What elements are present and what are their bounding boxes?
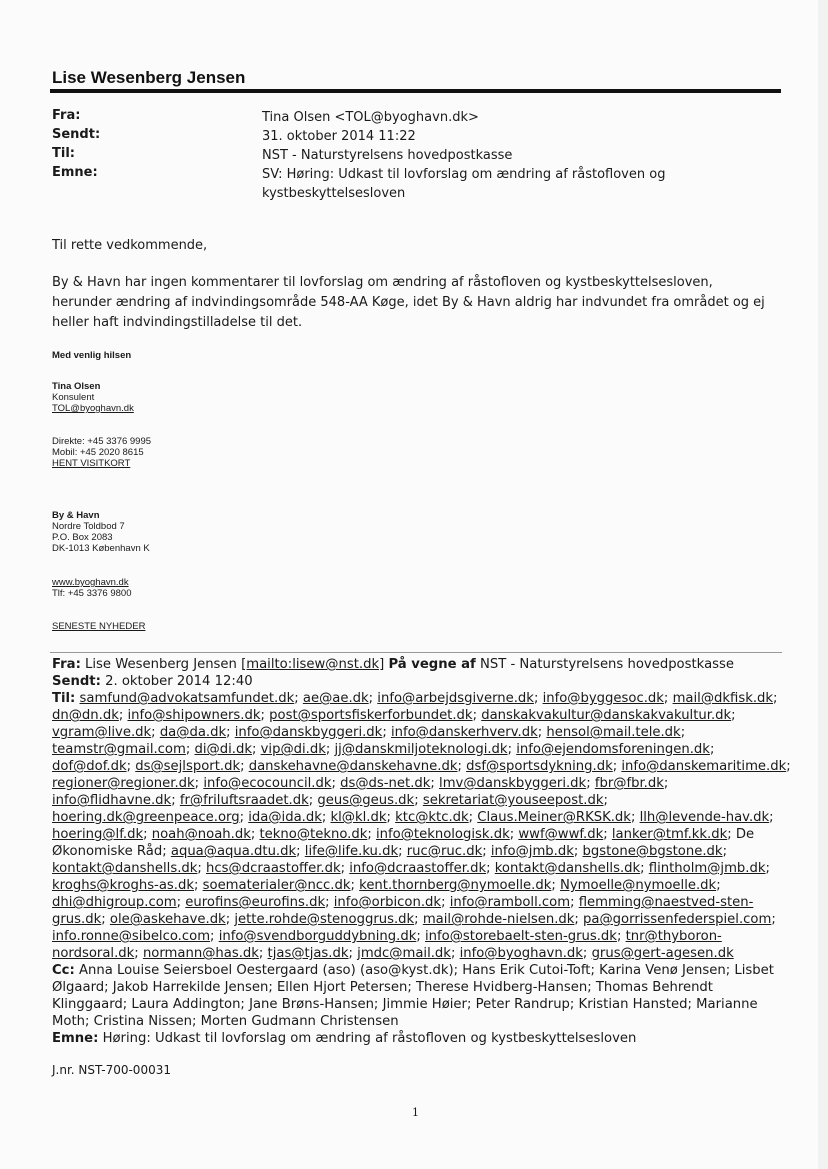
page-title: Lise Wesenberg Jensen: [52, 68, 246, 87]
scan-edge: [818, 0, 828, 1169]
forward-from-mailto[interactable]: [mailto:lisew@nst.dk]: [241, 657, 385, 672]
forward-from-label: Fra:: [52, 657, 81, 672]
recipient-item[interactable]: info@teknologisk.dk: [376, 827, 510, 842]
recipient-item[interactable]: life@life.ku.dk: [304, 844, 399, 859]
forward-cc-label: Cc:: [52, 963, 75, 978]
recipient-item[interactable]: ds@sejlsport.dk: [135, 759, 241, 774]
recipient-item[interactable]: bgstone@bgstone.dk: [582, 844, 723, 859]
recipient-item[interactable]: info@dcraastoffer.dk: [349, 861, 487, 876]
recipient-item[interactable]: aqua@aqua.dtu.dk: [170, 844, 297, 859]
sent-label: Sendt:: [52, 127, 101, 142]
recipient-item: De Økonomiske Råd: [52, 827, 755, 859]
recipient-item[interactable]: kontakt@danshells.dk: [52, 861, 198, 876]
recipient-item[interactable]: dsf@sportsdykning.dk: [466, 759, 613, 774]
recipient-item[interactable]: info@shipowners.dk: [127, 708, 261, 723]
signature-email-link[interactable]: TOL@byoghavn.dk: [52, 403, 134, 414]
recipient-item[interactable]: kroghs@kroghs-as.dk: [52, 878, 194, 893]
recipient-item[interactable]: info@danskemaritime.dk: [621, 759, 787, 774]
recipient-item[interactable]: info@ejendomsforeningen.dk: [516, 742, 710, 757]
recipient-item[interactable]: hoering.dk@greenpeace.org: [52, 810, 240, 825]
on-behalf-label: På vegne af: [388, 657, 476, 672]
signature-phones: [52, 436, 151, 469]
recipient-item[interactable]: eurofins@eurofins.dk: [185, 895, 326, 910]
to-label: Til:: [52, 146, 75, 161]
recipient-item[interactable]: jmdc@mail.dk: [357, 946, 451, 961]
recipient-item[interactable]: kent.thornberg@nymoelle.dk: [359, 878, 552, 893]
recipient-item[interactable]: info@byoghavn.dk: [459, 946, 583, 961]
subject-value: SV: Høring: Udkast til lovforslag om ændring af råstofloven og kystbeskyttelsesloven: [262, 167, 666, 201]
company-name: By & Havn: [52, 510, 100, 521]
greeting: Til rette vedkommende,: [52, 238, 208, 253]
recipient-item[interactable]: ae@ae.dk: [302, 691, 369, 706]
recipient-item[interactable]: ruc@ruc.dk: [406, 844, 483, 859]
forward-divider: [50, 652, 782, 653]
recipient-item[interactable]: flintholm@jmb.dk: [648, 861, 766, 876]
recipient-item[interactable]: hcs@dcraastoffer.dk: [206, 861, 341, 876]
recipient-item[interactable]: lanker@tmf.kk.dk: [611, 827, 728, 842]
sent-value: 31. oktober 2014 11:22: [262, 129, 416, 144]
vcard-link[interactable]: HENT VISITKORT: [52, 458, 131, 469]
recipient-item[interactable]: info@arbejdsgiverne.dk: [377, 691, 534, 706]
recipient-item[interactable]: post@sportsfiskerforbundet.dk: [269, 708, 473, 723]
recipient-item[interactable]: danskehavne@danskehavne.dk: [248, 759, 458, 774]
recipient-item[interactable]: flemming@naestved-sten-grus.dk: [52, 895, 754, 927]
on-behalf-value: NST - Naturstyrelsens hovedpostkasse: [479, 657, 735, 672]
forward-to-block: [52, 690, 792, 962]
forward-from-line: [52, 656, 792, 673]
recipient-item[interactable]: tjas@tjas.dk: [267, 946, 349, 961]
recipient-item[interactable]: dhi@dhigroup.com: [52, 895, 177, 910]
forward-subject-line: [52, 1030, 792, 1047]
recipient-item[interactable]: kontakt@danshells.dk: [494, 861, 641, 876]
recipient-item[interactable]: dof@dof.dk: [52, 759, 127, 774]
recipient-item[interactable]: teamstr@gmail.com: [52, 742, 186, 757]
signature-closing: Med venlig hilsen: [52, 350, 132, 361]
recipient-item[interactable]: ktc@ktc.dk: [395, 810, 469, 825]
title-rule: [50, 89, 781, 93]
recipient-item[interactable]: normann@has.dk: [142, 946, 259, 961]
journal-number: J.nr. NST-700-00031: [52, 1063, 171, 1077]
recipient-item[interactable]: llh@levende-hav.dk: [639, 810, 770, 825]
recipient-item[interactable]: jj@danskmiljoteknologi.dk: [334, 742, 508, 757]
signature-contact: [52, 381, 134, 414]
recipient-item[interactable]: tnr@thyboron-nordsoral.dk: [52, 929, 722, 961]
recipient-item[interactable]: noah@noah.dk: [151, 827, 251, 842]
recipient-item[interactable]: ida@ida.dk: [248, 810, 322, 825]
recipient-item[interactable]: ds@ds-net.dk: [340, 776, 431, 791]
recipient-item[interactable]: tekno@tekno.dk: [259, 827, 368, 842]
recipient-item[interactable]: Nymoelle@nymoelle.dk: [560, 878, 717, 893]
recipient-item[interactable]: fr@friluftsraadet.dk: [179, 793, 309, 808]
recipient-item[interactable]: regioner@regioner.dk: [52, 776, 195, 791]
recipient-item[interactable]: vip@di.dk: [260, 742, 326, 757]
recipient-item[interactable]: info@svendborguddybning.dk: [218, 929, 417, 944]
recipient-item[interactable]: hensol@mail.tele.dk: [546, 725, 681, 740]
address-city: DK-1013 København K: [52, 543, 150, 554]
recipient-item[interactable]: info@danskerhverv.dk: [390, 725, 538, 740]
from-value: Tina Olsen <TOL@byoghavn.dk>: [262, 110, 479, 125]
recipient-item[interactable]: mail@rohde-nielsen.dk: [422, 912, 575, 927]
recipient-item[interactable]: da@da.dk: [159, 725, 227, 740]
recipient-item[interactable]: kl@kl.dk: [330, 810, 387, 825]
forward-cc-value: Anna Louise Seiersboel Oestergaard (aso) (aso@kyst.dk); Hans Erik Cutoi-Toft; Karina Venø Jensen; Lisbet Ølgaard; Jakob Harrekilde Jensen; Ellen Hjort Petersen; Therese Hvidberg-Hansen; Thomas Behrendt Klinggaard; Laura Addington; Jane Brøns-Hansen; Jimmie Høier; Peter Randrup; Kristian Hansted; Marianne Moth; Cristina Nissen; Morten Gudmann Christensen: [52, 963, 774, 1029]
recipient-item[interactable]: soematerialer@ncc.dk: [202, 878, 351, 893]
company-phone: Tlf: +45 3376 9800: [52, 588, 132, 599]
forward-cc-block: [52, 962, 792, 1030]
website-link[interactable]: www.byoghavn.dk: [52, 577, 129, 588]
recipient-item[interactable]: info@byggesoc.dk: [542, 691, 664, 706]
address-box: P.O. Box 2083: [52, 532, 113, 543]
address-street: Nordre Toldbod 7: [52, 521, 125, 532]
signature-address: [52, 510, 150, 554]
subject-label: Emne:: [52, 165, 98, 180]
recipient-item[interactable]: vgram@live.dk: [52, 725, 152, 740]
signature-web: [52, 577, 132, 599]
recipient-item[interactable]: info@ecocouncil.dk: [203, 776, 332, 791]
recipient-item[interactable]: danskakvakultur@danskakvakultur.dk: [481, 708, 732, 723]
recipient-item[interactable]: info@danskbyggeri.dk: [234, 725, 383, 740]
recipient-item[interactable]: info@flidhavne.dk: [52, 793, 172, 808]
forwarded-message: [52, 656, 792, 1047]
forward-to-label: Til:: [52, 691, 76, 706]
forward-subject-label: Emne:: [52, 1031, 99, 1046]
recipient-item[interactable]: ole@askehave.dk: [109, 912, 226, 927]
recipient-item[interactable]: fbr@fbr.dk: [594, 776, 664, 791]
forward-sent-label: Sendt:: [52, 674, 101, 689]
recipient-item[interactable]: info@ramboll.com: [449, 895, 571, 910]
signature-name: Tina Olsen: [52, 381, 101, 392]
signature-role: Konsulent: [52, 392, 95, 403]
to-value: NST - Naturstyrelsens hovedpostkasse: [262, 148, 513, 163]
from-label: Fra:: [52, 108, 81, 123]
recipient-item[interactable]: hoering@lf.dk: [52, 827, 144, 842]
recipient-item[interactable]: geus@geus.dk: [317, 793, 415, 808]
recipient-item[interactable]: pa@gorrissenfederspiel.com: [583, 912, 772, 927]
forward-sent-value: 2. oktober 2014 12:40: [105, 674, 253, 689]
recipient-item[interactable]: info.ronne@sibelco.com: [52, 929, 211, 944]
signature-mobile: Mobil: +45 2020 8615: [52, 447, 144, 458]
recipient-item[interactable]: samfund@advokatsamfundet.dk: [79, 691, 295, 706]
page-number: 1: [412, 1106, 419, 1119]
recipient-list: samfund@advokatsamfundet.dk; ae@ae.dk; info@arbejdsgiverne.dk; info@byggesoc.dk; mail@dkfisk.dk; dn@dn.dk; info@shipowners.dk; post@sportsfiskerforbundet.dk; danskakvakultur@danskakvakultur.dk; vgram@live.dk; da@da.dk; info@danskbyggeri.dk; info@danskerhverv.dk; hensol@mail.tele.dk; teamstr@gmail.com; di@di.dk; vip@di.dk; jj@danskmiljoteknologi.dk; info@ejendomsforeningen.dk; dof@dof.dk; ds@sejlsport.dk; danskehavne@danskehavne.dk; dsf@sportsdykning.dk; info@danskemaritime.dk; regioner@regioner.dk; info@ecocouncil.dk; ds@ds-net.dk; lmv@danskbyggeri.dk; fbr@fbr.dk; info@flidhavne.dk; fr@friluftsraadet.dk; geus@geus.dk; sekretariat@youseepost.dk; hoering.dk@greenpeace.org; ida@ida.dk; kl@kl.dk; ktc@ktc.dk; Claus.Meiner@RKSK.dk; llh@levende-hav.dk; hoering@lf.dk; noah@noah.dk; tekno@tekno.dk; info@teknologisk.dk; wwf@wwf.dk; lanker@tmf.kk.dk; De Økonomiske Råd; aqua@aqua.dtu.dk; life@life.ku.dk; ruc@ruc.dk; info@jmb.dk; bgstone@bgstone.dk; kontakt@danshells.dk; hcs@dcraastoffer.dk; info@dcraastoffer.dk; kontakt@danshells.dk; flintholm@jmb.dk; kroghs@kroghs-as.dk; soematerialer@ncc.dk; kent.thornberg@nymoelle.dk; Nymoelle@nymoelle.dk; dhi@dhigroup.com; eurofins@eurofins.dk; info@orbicon.dk; info@ramboll.com; flemming@naestved-sten-grus.dk; ole@askehave.dk; jette.rohde@stenoggrus.dk; mail@rohde-nielsen.dk; pa@gorrissenfederspiel.com; info.ronne@sibelco.com; info@svendborguddybning.dk; info@storebaelt-sten-grus.dk; tnr@thyboron-nordsoral.dk; normann@has.dk; tjas@tjas.dk; jmdc@mail.dk; info@byoghavn.dk; grus@gert-agesen.dk: [52, 691, 791, 961]
recipient-item[interactable]: di@di.dk: [194, 742, 252, 757]
recipient-item[interactable]: jette.rohde@stenoggrus.dk: [234, 912, 415, 927]
recipient-item[interactable]: info@orbicon.dk: [333, 895, 442, 910]
recipient-item[interactable]: dn@dn.dk: [52, 708, 119, 723]
recipient-item[interactable]: grus@gert-agesen.dk: [591, 946, 734, 961]
recipient-item[interactable]: sekretariat@youseepost.dk: [422, 793, 604, 808]
recipient-item[interactable]: Claus.Meiner@RKSK.dk: [477, 810, 631, 825]
forward-sent-line: [52, 673, 792, 690]
recipient-item[interactable]: lmv@danskbyggeri.dk: [439, 776, 587, 791]
message-paragraph: By & Havn har ingen kommentarer til lovforslag om ændring af råstofloven og kystbeskyttelsesloven, herunder ændring af indvindingsområde 548-AA Køge, idet By & Havn aldrig har indvundet fra området og ej heller haft indvindingstilladelse til det.: [52, 275, 765, 330]
signature-direct: Direkte: +45 3376 9995: [52, 436, 152, 447]
news-link[interactable]: SENESTE NYHEDER: [52, 621, 146, 632]
forward-from-name: Lise Wesenberg Jensen: [85, 657, 237, 672]
recipient-item[interactable]: wwf@wwf.dk: [518, 827, 604, 842]
signature-news: [52, 621, 145, 632]
recipient-item[interactable]: info@storebaelt-sten-grus.dk: [425, 929, 617, 944]
recipient-item[interactable]: mail@dkfisk.dk: [672, 691, 774, 706]
recipient-item[interactable]: info@jmb.dk: [490, 844, 574, 859]
forward-subject-value: Høring: Udkast til lovforslag om ændring af råstofloven og kystbeskyttelsesloven: [102, 1031, 637, 1046]
